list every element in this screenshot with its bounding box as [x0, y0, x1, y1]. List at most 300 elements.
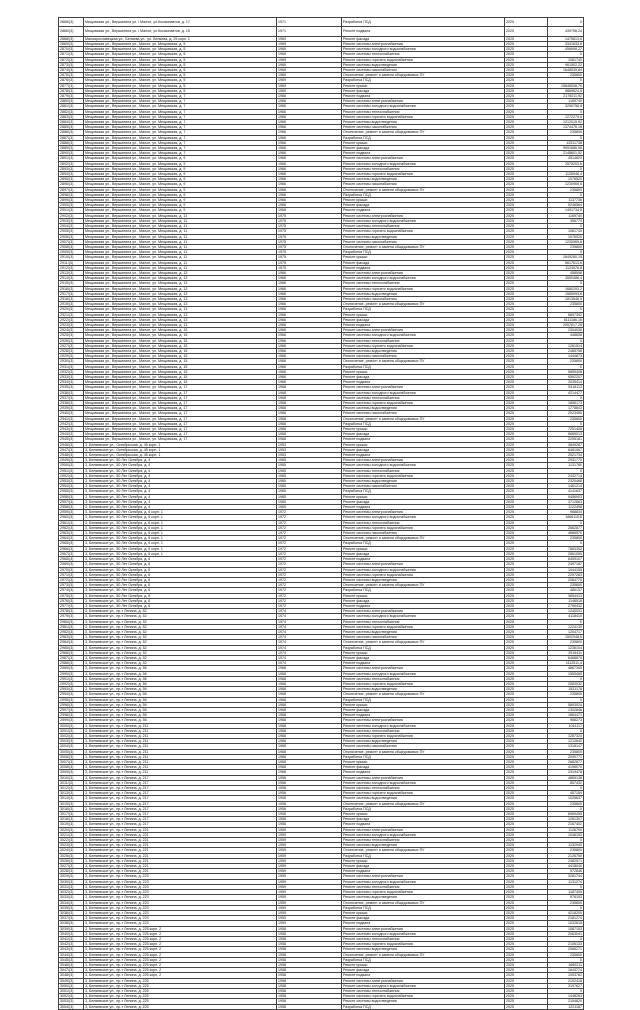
row-id-cell: 2931/(3) [59, 364, 84, 369]
year-built-cell: 1966 [277, 328, 342, 333]
cost-cell: 0 [548, 192, 584, 197]
year-built-cell: 1956 [277, 806, 342, 811]
year-built-cell: 1972 [277, 557, 342, 562]
address-cell: 3, Беляевское ул., пр-т Ленина, д. 211 [84, 760, 277, 765]
work-type-cell: Отключение, ремонт и замена общедомовых ПУ [342, 640, 505, 645]
work-type-cell: Ремонт подвала [342, 713, 505, 718]
year-built-cell: 1966 [277, 317, 342, 322]
work-type-cell: Ремонт системы холодного водоснабжения [342, 723, 505, 728]
year-built-cell: 1965 [277, 463, 342, 468]
work-type-cell: Ремонт системы электроснабжения [342, 385, 505, 390]
plan-year-cell: 2025 [505, 973, 548, 978]
work-type-cell: Ремонт фасада [342, 88, 505, 93]
year-built-cell: 1972 [277, 551, 342, 556]
work-type-cell: Ремонт системы электроснабжения [342, 775, 505, 780]
year-built-cell: 1966 [277, 208, 342, 213]
cost-cell: 0 [548, 281, 584, 286]
work-type-cell: Ремонт системы водоотведения [342, 999, 505, 1004]
work-type-cell: Ремонт крыши [342, 962, 505, 967]
year-built-cell: 1958 [277, 978, 342, 983]
plan-year-cell: 2025 [505, 645, 548, 650]
plan-year-cell: 2025 [505, 619, 548, 624]
year-built-cell: 1959 [277, 843, 342, 848]
plan-year-cell: 2025 [505, 952, 548, 957]
row-id-cell: 2878/(3) [59, 88, 84, 93]
year-built-cell: 1972 [277, 520, 342, 525]
work-type-cell: Разработка ПСД [342, 18, 505, 27]
plan-year-cell: 2025 [505, 598, 548, 603]
plan-year-cell: 2025 [505, 328, 548, 333]
plan-year-cell: 2025 [505, 655, 548, 660]
cost-cell: 2320468 [548, 479, 584, 484]
address-cell: Мещовская ул., Вершинина ул., Малое, ул. Мещовская, д. 11 [84, 229, 277, 234]
cost-cell: 6468870 [548, 655, 584, 660]
year-built-cell: 1966 [277, 120, 342, 125]
address-cell: 3, Беляевское ул., пр-т Ленина, д. 217 [84, 801, 277, 806]
plan-year-cell: 2025 [505, 187, 548, 192]
cost-cell: 1230969,6 [548, 239, 584, 244]
work-type-cell: Ремонт системы горячего водоснабжения [342, 994, 505, 999]
address-cell: 3, Беляевское ул., пр-т Ленина, д. 221 [84, 869, 277, 874]
cost-cell: 1204717 [548, 629, 584, 634]
year-built-cell: 1968 [277, 437, 342, 442]
cost-cell: 1213640 [548, 739, 584, 744]
work-type-cell: Ремонт системы холодного водоснабжения [342, 780, 505, 785]
row-id-cell: 3005/(3) [59, 749, 84, 754]
address-cell: 3, Беляевское ул., 50 Лет Октября, д. 6 [84, 562, 277, 567]
plan-year-cell: 2025 [505, 988, 548, 993]
plan-year-cell: 2025 [505, 468, 548, 473]
cost-cell: 0 [548, 78, 584, 83]
plan-year-cell: 2025 [505, 447, 548, 452]
row-id-cell: 2984/(3) [59, 640, 84, 645]
cost-cell: 1093762 [548, 973, 584, 978]
cost-cell: 8481067 [548, 447, 584, 452]
year-built-cell: 1969 [277, 62, 342, 67]
work-type-cell: Ремонт подвала [342, 603, 505, 608]
work-type-cell: Ремонт крыши [342, 760, 505, 765]
cost-cell: 1126946,4 [548, 172, 584, 177]
year-built-cell: 1968 [277, 713, 342, 718]
address-cell: Мещовская ул., Вершинина ул., Малое, ул. Мещовская, д. 9 [84, 156, 277, 161]
address-cell: Мещовская ул., Вершинина ул., Малое, ул. Мещовская, д. 13 [84, 322, 277, 327]
cost-cell: 0 [548, 307, 584, 312]
plan-year-cell: 2025 [505, 661, 548, 666]
plan-year-cell: 2025 [505, 421, 548, 426]
work-type-cell: Отключение, ремонт и замена общедомовых ПУ [342, 692, 505, 697]
cost-cell: 1212015,92 [548, 120, 584, 125]
cost-cell: 976153 [548, 895, 584, 900]
work-type-cell: Отключение, ремонт и замена общедомовых ПУ [342, 130, 505, 135]
work-type-cell: Ремонт фасада [342, 551, 505, 556]
year-built-cell: 1972 [277, 598, 342, 603]
address-cell: Мещовская ул., Вершинина ул., Малое, ул. Мещовская, д. 5 [84, 47, 277, 52]
row-id-cell: 3026/(3) [59, 858, 84, 863]
year-built-cell: 1958 [277, 957, 342, 962]
year-built-cell: 1956 [277, 801, 342, 806]
work-type-cell: Ремонт системы газоснабжения [342, 411, 505, 416]
row-id-cell: 3006/(3) [59, 754, 84, 759]
cost-cell: 1076520 [548, 177, 584, 182]
address-cell: Мещовская ул., Вершинина ул., Малое, ул. Мещовская, д. 17 [84, 416, 277, 421]
address-cell: 3, Беляевское ул., 50 Лет Октября, д. 6 [84, 593, 277, 598]
plan-year-cell: 2025 [505, 489, 548, 494]
row-id-cell: 3003/(3) [59, 739, 84, 744]
work-type-cell: Ремонт подвала [342, 770, 505, 775]
plan-year-cell: 2025 [505, 635, 548, 640]
row-id-cell: 2889/(3) [59, 146, 84, 151]
address-cell: 3, Беляевское ул., пр-т Ленина, д. 223 [84, 916, 277, 921]
address-cell: Мещовская ул., Вершинина ул., Малое, ул. Мещовская, д. 15 [84, 380, 277, 385]
plan-year-cell: 2025 [505, 936, 548, 941]
plan-year-cell: 2025 [505, 401, 548, 406]
address-cell: 3, Беляевское ул., пр-т Ленина, д. 223 [84, 895, 277, 900]
cost-cell: 1849280,15 [548, 255, 584, 260]
year-built-cell: 1953 [277, 447, 342, 452]
cost-cell: 1502948,6 [548, 635, 584, 640]
cost-cell: 2432714 [548, 473, 584, 478]
address-cell: 3, Беляевское ул., 50 Лет Октября, д. 6 корп. 1 [84, 546, 277, 551]
year-built-cell: 1968 [277, 432, 342, 437]
address-cell: 3, Беляевское ул., пр-т Ленина, д. 56 [84, 692, 277, 697]
cost-cell: 1122498 [548, 505, 584, 510]
work-type-cell: Ремонт системы холодного водоснабжения [342, 983, 505, 988]
address-cell: 3, Беляевское ул., пр-т Ленина, д. 211 [84, 728, 277, 733]
row-id-cell: 3023/(3) [59, 843, 84, 848]
work-type-cell: Ремонт системы теплоснабжения [342, 224, 505, 229]
row-id-cell: 2900/(3) [59, 203, 84, 208]
plan-year-cell: 2025 [505, 739, 548, 744]
year-built-cell: 1956 [277, 775, 342, 780]
cost-cell: 0 [548, 395, 584, 400]
table-row [59, 18, 584, 27]
row-id-cell: 2977/(3) [59, 603, 84, 608]
cost-cell: 235800 [548, 640, 584, 645]
address-cell: 3, Беляевское ул., пр-т Ленина, д. 211 [84, 765, 277, 770]
plan-year-cell: 2025 [505, 525, 548, 530]
year-built-cell: 1959 [277, 884, 342, 889]
address-cell: 3, Беляевское ул., пр-т Ленина, д. 223 [84, 874, 277, 879]
address-cell: Мещовская ул., Вершинина ул., Малое, ул. Мещовская, д. 13 [84, 291, 277, 296]
year-built-cell: 1969 [277, 47, 342, 52]
address-cell: Мещовская ул., Вершинина ул., Малое, ул. Мещовская, д. 9 [84, 203, 277, 208]
address-cell: Мещовская ул., Вершинина ул., Малое, ул. Мещовская, д. 13 [84, 296, 277, 301]
work-type-cell: Отключение, ремонт и замена общедомовых ПУ [342, 244, 505, 249]
work-type-cell: Ремонт подвала [342, 151, 505, 156]
address-cell: 3, Беляевское ул., 50 Лет Октября, д. 6 корп. 1 [84, 551, 277, 556]
address-cell: Мещовская ул., Вершинина ул., Малое, ул. Мещовская, д. 7 [84, 104, 277, 109]
year-built-cell: 1966 [277, 307, 342, 312]
year-built-cell: 1966 [277, 281, 342, 286]
address-cell: Мещовская ул., Вершинина ул. / Малое, ул.Космонавтов, д. 15 [84, 27, 277, 36]
address-cell: Мещовская ул., Вершинина ул., Малое, ул. Мещовская, д. 17 [84, 432, 277, 437]
year-built-cell: 1968 [277, 411, 342, 416]
address-cell: 3, Беляевское ул., 50 Лет Октября, д. 6 корп. 1 [84, 515, 277, 520]
address-cell: Мещовская ул., Вершинина ул., Малое, ул. Мещовская, д. 13 [84, 276, 277, 281]
cost-cell: 3712663 [548, 499, 584, 504]
address-cell: 3, Беляевское ул., 50 Лет Октября, д. 6 [84, 557, 277, 562]
row-id-cell: 2958/(3) [59, 505, 84, 510]
row-id-cell: 2920/(3) [59, 307, 84, 312]
row-id-cell: 2883/(3) [59, 114, 84, 119]
cost-cell: 0 [548, 619, 584, 624]
address-cell: 3, Беляевское ул., пр-т Ленина, д. 52 [84, 629, 277, 634]
year-built-cell: 1958 [277, 947, 342, 952]
work-type-cell: Ремонт системы теплоснабжения [342, 109, 505, 114]
plan-year-cell: 2025 [505, 369, 548, 374]
row-id-cell: 2946/(3) [59, 442, 84, 447]
year-built-cell: 1966 [277, 374, 342, 379]
work-type-cell: Разработка ПСД [342, 754, 505, 759]
work-type-cell: Ремонт системы водоотведения [342, 177, 505, 182]
plan-year-cell: 2025 [505, 411, 548, 416]
cost-cell: 2682877 [548, 760, 584, 765]
address-cell: Мещовская ул., Вершинина ул., Малое, ул. Мещовская, д. 9 [84, 177, 277, 182]
work-type-cell: Ремонт системы горячего водоснабжения [342, 791, 505, 796]
address-cell: 3, Беляевское ул., 50 Лет Октября, д. 6 корп. 1 [84, 510, 277, 515]
work-type-cell: Ремонт системы теплоснабжения [342, 281, 505, 286]
address-cell: Мещовская ул., Вершинина ул., Малое, ул. Мещовская, д. 15 [84, 354, 277, 359]
cost-cell: 1131760 [548, 463, 584, 468]
row-id-cell: 2938/(3) [59, 401, 84, 406]
year-built-cell: 1959 [277, 874, 342, 879]
work-type-cell: Ремонт системы горячего водоснабжения [342, 343, 505, 348]
work-type-cell: Ремонт подвала [342, 437, 505, 442]
year-built-cell: 1966 [277, 286, 342, 291]
address-cell: 3, Беляевское ул., 50 Лет Октября, д. 6 корп. 1 [84, 520, 277, 525]
address-cell: 3, Беляевское ул., пр-т Ленина, д. 211 [84, 734, 277, 739]
row-id-cell: 2979/(3) [59, 614, 84, 619]
cost-cell: 1132940 [548, 843, 584, 848]
work-type-cell: Ремонт системы горячего водоснабжения [342, 942, 505, 947]
work-type-cell: Ремонт крыши [342, 546, 505, 551]
plan-year-cell: 2025 [505, 822, 548, 827]
row-id-cell: 3019/(3) [59, 822, 84, 827]
plan-year-cell: 2025 [505, 364, 548, 369]
address-cell: Мещовская ул., Вершинина ул., Малое, ул. Мещовская, д. 15 [84, 364, 277, 369]
work-type-cell: Разработка ПСД [342, 645, 505, 650]
cost-cell: 1664471 [548, 713, 584, 718]
work-type-cell: Ремонт фасада [342, 864, 505, 869]
year-built-cell: 1965 [277, 499, 342, 504]
cost-cell: 7883352 [548, 546, 584, 551]
plan-year-cell: 2025 [505, 229, 548, 234]
plan-year-cell: 2025 [505, 94, 548, 99]
plan-year-cell: 2025 [505, 479, 548, 484]
address-cell: 3, Беляевское ул., пр-т Ленина, д. 56 [84, 718, 277, 723]
year-built-cell: 1959 [277, 910, 342, 915]
year-built-cell: 1958 [277, 994, 342, 999]
address-cell: 3, Беляевское ул., 50 Лет Октября, д. 6 корп. 1 [84, 536, 277, 541]
row-id-cell: 3048/(3) [59, 973, 84, 978]
work-type-cell: Ремонт фасада [342, 447, 505, 452]
cost-cell: 1448263 [548, 994, 584, 999]
address-cell: Мещовская ул., Вершинина ул., Малое, ул. Мещовская, д. 11 [84, 213, 277, 218]
row-id-cell: 2981/(3) [59, 624, 84, 629]
year-built-cell: 1968 [277, 687, 342, 692]
cost-cell: 457154 [548, 791, 584, 796]
address-cell: Мещовская ул., Вершинина ул., Малое, ул. Мещовская, д. 17 [84, 395, 277, 400]
work-type-cell: Отключение, ремонт и замена общедомовых ПУ [342, 900, 505, 905]
work-type-cell: Ремонт системы водоотведения [342, 947, 505, 952]
year-built-cell: 1953 [277, 442, 342, 447]
year-built-cell: 1966 [277, 322, 342, 327]
work-type-cell: Отключение, ремонт и замена общедомовых ПУ [342, 73, 505, 78]
cost-cell: 1531178 [548, 687, 584, 692]
year-built-cell: 1974 [277, 629, 342, 634]
plan-year-cell: 2025 [505, 104, 548, 109]
address-cell: 3, Беляевское ул., пр-т Ленина, д. 225 корп. 2 [84, 926, 277, 931]
cost-cell: 3197627 [548, 983, 584, 988]
year-built-cell: 1956 [277, 796, 342, 801]
year-built-cell: 1972 [277, 562, 342, 567]
plan-year-cell: 2025 [505, 728, 548, 733]
work-type-cell: Ремонт системы горячего водоснабжения [342, 229, 505, 234]
address-cell: 3, Беляевское ул., 50 Лет Октября, д. 4 [84, 473, 277, 478]
row-id-cell: 2912/(3) [59, 265, 84, 270]
row-id-cell: 2868/(3) [59, 36, 84, 41]
work-type-cell: Ремонт подвала [342, 661, 505, 666]
cost-cell: 1778643 [548, 406, 584, 411]
year-built-cell: 1965 [277, 494, 342, 499]
plan-year-cell: 2025 [505, 666, 548, 671]
work-type-cell: Разработка ПСД [342, 588, 505, 593]
work-type-cell: Ремонт крыши [342, 910, 505, 915]
address-cell: Мещовская ул., Вершинина ул., Малое, ул. Мещовская, д. 11 [84, 255, 277, 260]
row-id-cell: 2976/(3) [59, 598, 84, 603]
row-id-cell: 2893/(3) [59, 166, 84, 171]
work-type-cell: Отключение, ремонт и замена общедомовых ПУ [342, 187, 505, 192]
work-type-cell: Разработка ПСД [342, 957, 505, 962]
row-id-cell: 3017/(3) [59, 812, 84, 817]
plan-year-cell: 2025 [505, 47, 548, 52]
address-cell: 3, Беляевское ул., 50 Лет Октября, д. 6 [84, 588, 277, 593]
row-id-cell: 2955/(3) [59, 489, 84, 494]
row-id-cell: 3014/(3) [59, 796, 84, 801]
plan-year-cell: 2025 [505, 838, 548, 843]
cost-cell: 1553480 [548, 671, 584, 676]
work-type-cell: Ремонт системы теплоснабжения [342, 166, 505, 171]
year-built-cell: 1968 [277, 671, 342, 676]
address-cell: 3, Беляевское ул., пр-т Ленина, д. 217 [84, 806, 277, 811]
cost-cell: 235800 [548, 130, 584, 135]
row-id-cell: 2935/(3) [59, 385, 84, 390]
cost-cell: 961502,22 [548, 62, 584, 67]
work-type-cell: Ремонт системы водоотведения [342, 120, 505, 125]
cost-cell: 0 [548, 905, 584, 910]
row-id-cell: 2971/(3) [59, 572, 84, 577]
row-id-cell: 2873/(3) [59, 62, 84, 67]
row-id-cell: 2952/(3) [59, 473, 84, 478]
cost-cell: 0 [548, 838, 584, 843]
row-id-cell: 2903/(3) [59, 218, 84, 223]
cost-cell: 988834 [548, 510, 584, 515]
plan-year-cell: 2025 [505, 380, 548, 385]
plan-year-cell: 2025 [505, 343, 548, 348]
cost-cell: 2799432 [548, 603, 584, 608]
year-built-cell: 1968 [277, 385, 342, 390]
row-id-cell: 2950/(3) [59, 463, 84, 468]
cost-cell: 235800 [548, 749, 584, 754]
row-id-cell: 3035/(3) [59, 905, 84, 910]
work-type-cell: Ремонт фасада [342, 260, 505, 265]
plan-year-cell: 2025 [505, 307, 548, 312]
cost-cell: 2126750 [548, 853, 584, 858]
year-built-cell: 1975 [277, 218, 342, 223]
cost-cell: 5617613,6 [548, 260, 584, 265]
table-row [59, 1004, 584, 1009]
year-built-cell: 1959 [277, 869, 342, 874]
work-type-cell: Ремонт системы электроснабжения [342, 156, 505, 161]
cost-cell: 0 [548, 988, 584, 993]
work-type-cell: Ремонт системы холодного водоснабжения [342, 879, 505, 884]
row-id-cell: 2932/(3) [59, 369, 84, 374]
work-type-cell: Разработка ПСД [342, 250, 505, 255]
address-cell: 3, Беляевское ул., пр-т Ленина, д. 52 [84, 619, 277, 624]
cost-cell: 3341633,6 [548, 41, 584, 46]
row-id-cell: 2933/(3) [59, 374, 84, 379]
cost-cell: 2167402 [548, 822, 584, 827]
year-built-cell: 1966 [277, 182, 342, 187]
year-built-cell: 1969 [277, 36, 342, 41]
address-cell: Мещовская ул., Вершинина ул. / Малое, ул.Космонавтов, д. 17 [84, 18, 277, 27]
cost-cell: 1076520 [548, 234, 584, 239]
work-type-cell: Ремонт системы газоснабжения [342, 531, 505, 536]
row-id-cell: 3007/(3) [59, 760, 84, 765]
row-id-cell: 2916/(3) [59, 286, 84, 291]
cost-cell: 4196070 [548, 765, 584, 770]
row-id-cell: 2954/(3) [59, 484, 84, 489]
plan-year-cell: 2025 [505, 968, 548, 973]
address-cell: 3, Беляевское ул., пр-т Ленина, д. 217 [84, 775, 277, 780]
row-id-cell: 2914/(3) [59, 276, 84, 281]
work-type-cell: Разработка ПСД [342, 853, 505, 858]
address-cell: 3, Беляевское ул., пр-т Ленина, д. 221 [84, 838, 277, 843]
plan-year-cell: 2025 [505, 146, 548, 151]
cost-cell: 2148601,52 [548, 151, 584, 156]
work-type-cell: Ремонт системы электроснабжения [342, 562, 505, 567]
cost-cell: 0 [548, 541, 584, 546]
address-cell: 3, Беляевское ул., пр-т Ленина, д. 52 [84, 609, 277, 614]
plan-year-cell: 2025 [505, 348, 548, 353]
plan-year-cell: 2025 [505, 749, 548, 754]
row-id-cell: 2986/(3) [59, 650, 84, 655]
row-id-cell: 3008/(3) [59, 765, 84, 770]
address-cell: Мещовская ул., Вершинина ул., Малое, ул. Мещовская, д. 17 [84, 401, 277, 406]
year-built-cell: 1959 [277, 921, 342, 926]
address-cell: Мещовская ул., Вершинина ул., Малое, ул. Мещовская, д. 17 [84, 385, 277, 390]
row-id-cell: 2881/(3) [59, 104, 84, 109]
row-id-cell: 3018/(3) [59, 817, 84, 822]
year-built-cell: 1974 [277, 640, 342, 645]
work-type-cell: Ремонт системы электроснабжения [342, 99, 505, 104]
row-id-cell: 2926/(3) [59, 338, 84, 343]
row-id-cell: 2934/(3) [59, 380, 84, 385]
plan-year-cell: 2025 [505, 869, 548, 874]
address-cell: 3, Беляевское ул., пр-т Ленина, д. 223 [84, 884, 277, 889]
plan-year-cell: 2025 [505, 203, 548, 208]
cost-cell: 0 [548, 224, 584, 229]
work-type-cell: Ремонт подвала [342, 27, 505, 36]
row-id-cell: 2948/(3) [59, 453, 84, 458]
plan-year-cell: 2025 [505, 687, 548, 692]
plan-year-cell: 2025 [505, 614, 548, 619]
cost-cell: 1318147 [548, 744, 584, 749]
plan-year-cell: 2025 [505, 583, 548, 588]
address-cell: 3, Беляевское ул., пр-т Ленина, д. 225 корп. 2 [84, 952, 277, 957]
address-cell: Мещовская ул., Вершинина ул., Малое, ул. Мещовская, д. 17 [84, 390, 277, 395]
row-id-cell: 2871/(3) [59, 52, 84, 57]
